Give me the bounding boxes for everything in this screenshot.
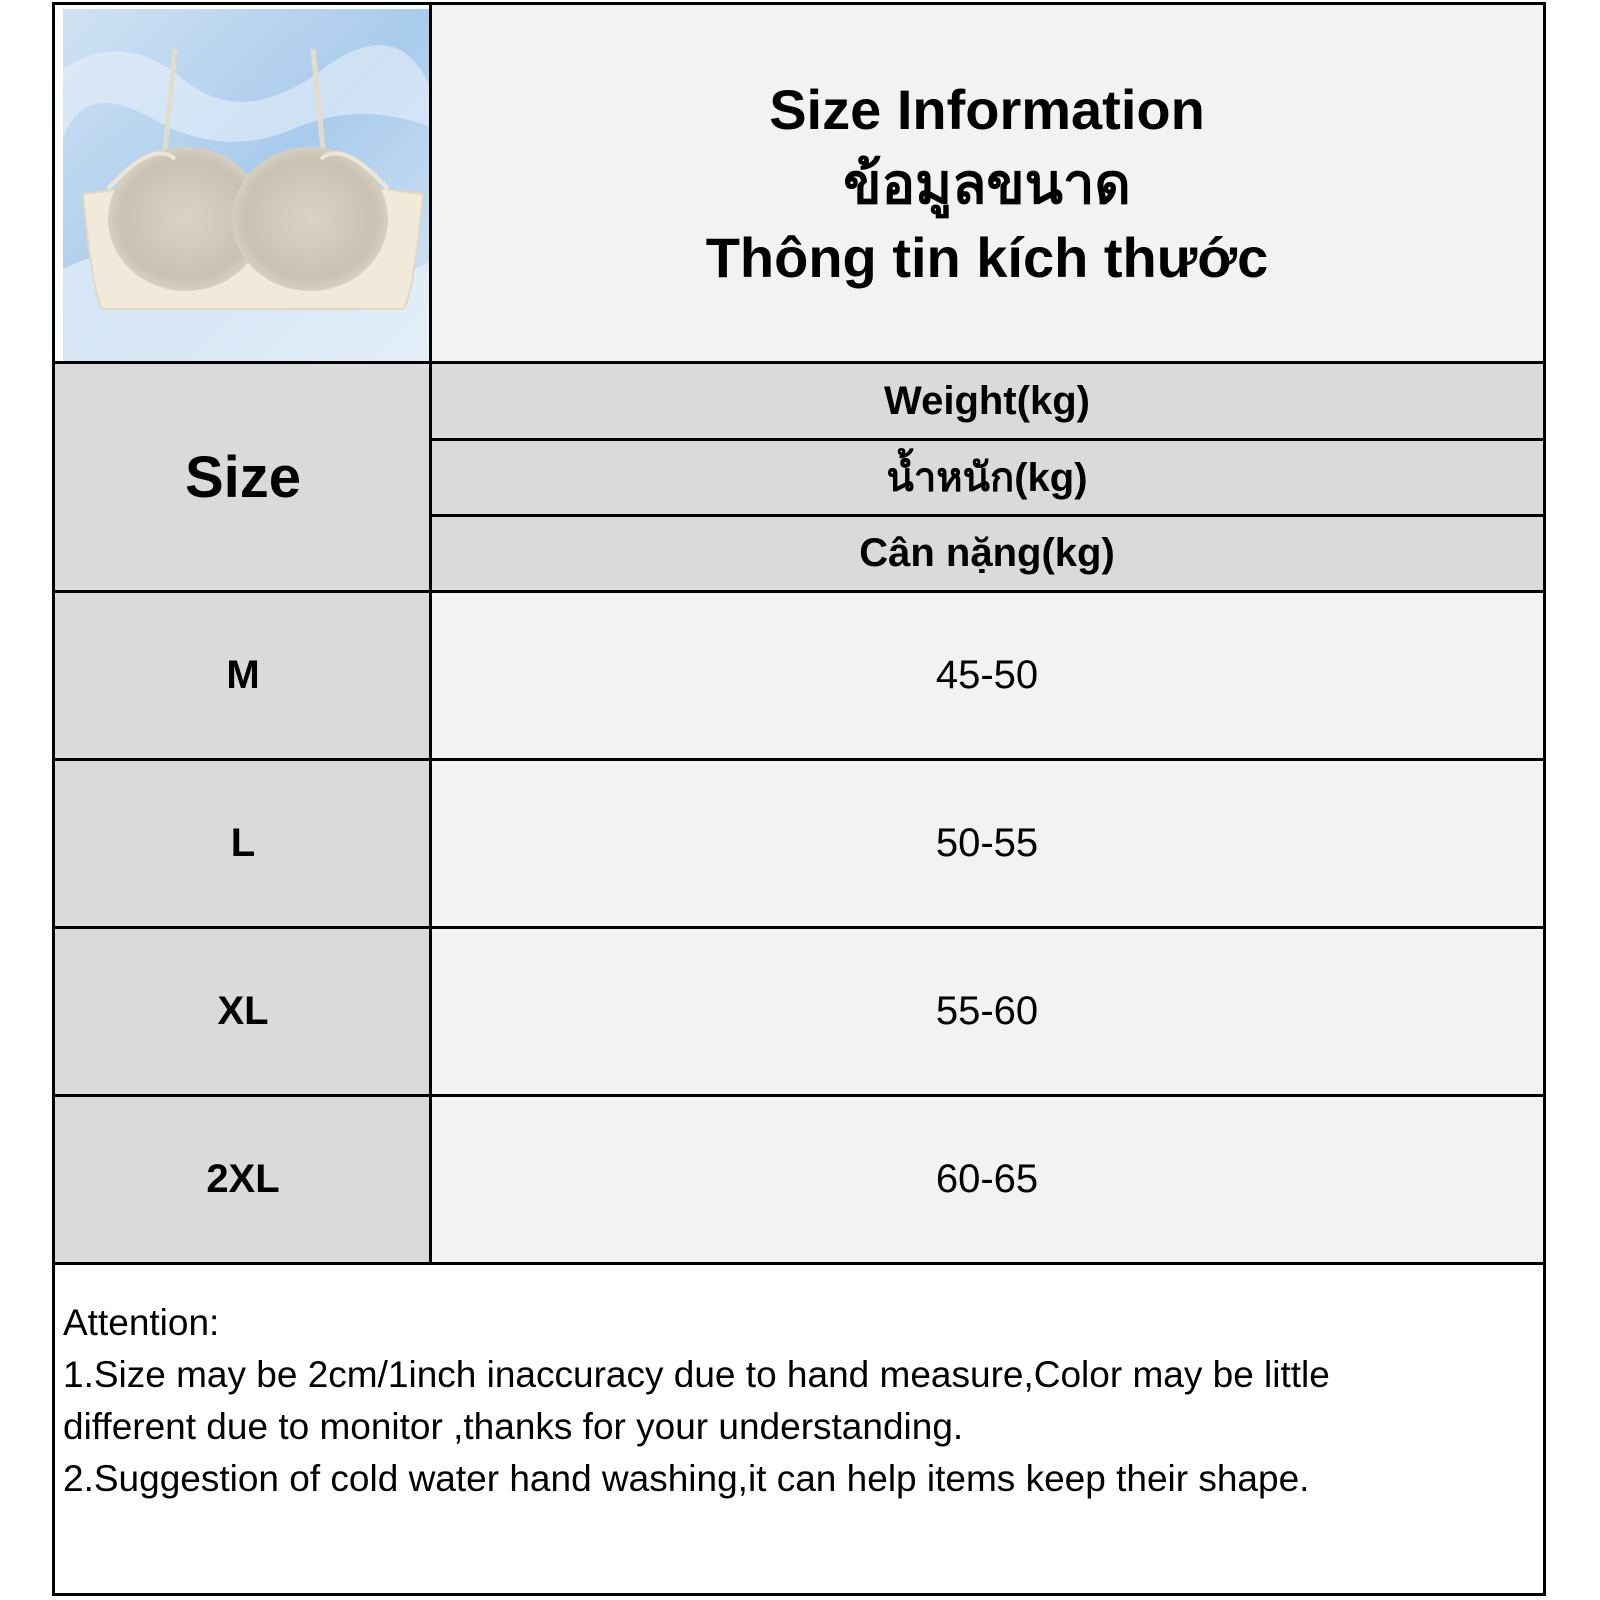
notes-line-3: 2.Suggestion of cold water hand washing,it can help items keep their shape. bbox=[63, 1458, 1310, 1499]
row-weight-m: 45-50 bbox=[431, 591, 1543, 759]
grid-hline bbox=[55, 590, 1543, 593]
product-photo bbox=[63, 9, 435, 369]
row-weight-l: 50-55 bbox=[431, 759, 1543, 927]
weight-header-th: น้ำหนัก(kg) bbox=[431, 439, 1543, 515]
grid-hline bbox=[55, 361, 1543, 364]
attention-notes bbox=[63, 1297, 1533, 1505]
weight-header-en: Weight(kg) bbox=[431, 363, 1543, 439]
size-chart-sheet bbox=[52, 2, 1546, 1596]
grid-hline bbox=[55, 1094, 1543, 1097]
row-weight-xl: 55-60 bbox=[431, 927, 1543, 1095]
grid-hline bbox=[55, 1262, 1543, 1265]
title-block bbox=[431, 5, 1543, 363]
grid-hline bbox=[55, 758, 1543, 761]
row-size-m: M bbox=[55, 591, 431, 759]
bra-image bbox=[63, 9, 435, 369]
grid-hline bbox=[431, 438, 1543, 441]
row-size-xl: XL bbox=[55, 927, 431, 1095]
notes-line-2: different due to monitor ,thanks for your understanding. bbox=[63, 1406, 964, 1447]
row-size-2xl: 2XL bbox=[55, 1095, 431, 1263]
grid-hline bbox=[55, 926, 1543, 929]
grid-vline bbox=[429, 5, 432, 1263]
row-weight-2xl: 60-65 bbox=[431, 1095, 1543, 1263]
title-english: Size Information bbox=[769, 78, 1205, 141]
notes-heading: Attention: bbox=[63, 1302, 220, 1343]
weight-header-vi: Cân nặng(kg) bbox=[431, 515, 1543, 591]
notes-line-1: 1.Size may be 2cm/1inch inaccuracy due to hand measure,Color may be little bbox=[63, 1354, 1330, 1395]
size-header-cell bbox=[55, 363, 431, 591]
title-vietnamese: Thông tin kích thước bbox=[705, 226, 1269, 289]
title-thai: ข้อมูลขนาด bbox=[843, 152, 1131, 215]
size-header-label: Size bbox=[184, 444, 302, 510]
row-size-l: L bbox=[55, 759, 431, 927]
grid-hline bbox=[431, 514, 1543, 517]
